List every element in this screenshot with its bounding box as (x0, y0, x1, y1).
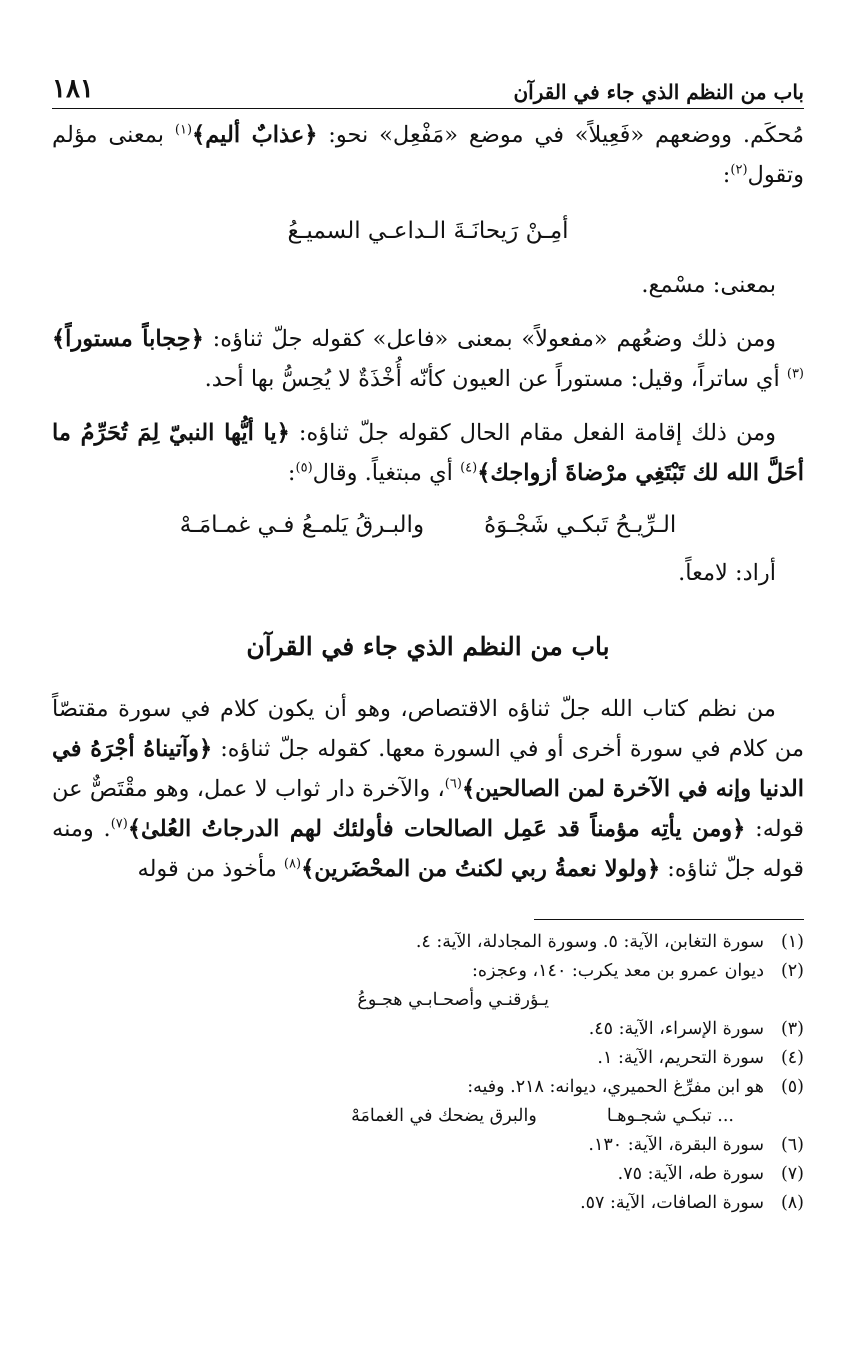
quran-quote: ﴿ولولا نعمةُ ربي لكنتُ من المحْضَرين﴾ (301, 856, 661, 882)
footnote-text: سورة البقرة، الآية: ١٣٠. (588, 1135, 764, 1155)
book-page (52, 70, 804, 1218)
footnote-ref: (٨) (283, 856, 302, 872)
footnote-text: سورة التحريم، الآية: ١. (597, 1048, 764, 1068)
footnote-text: سورة التغابن، الآية: ٥. وسورة المجادلة، الآية: ٤. (415, 932, 764, 952)
footnote-number: (٥) (780, 1077, 804, 1097)
text: : (722, 162, 731, 188)
text: : (287, 460, 296, 486)
footnote (52, 1044, 804, 1073)
footnote (52, 1015, 804, 1044)
text: ، والآخرة دار ثواب لا عمل، وهو مقْتَصٌّ عن قوله: (52, 776, 804, 842)
paragraph-1 (52, 115, 804, 195)
footnote-number: (٨) (780, 1193, 804, 1213)
section-heading: باب من النظم الذي جاء في القرآن (246, 632, 610, 661)
main-text (52, 115, 804, 889)
footnote-text: هو ابن مفرِّغ الحميري، ديوانه: ٢١٨. وفيه: (467, 1077, 764, 1097)
text: أي مبتغياً. وقال (312, 460, 461, 486)
footnote-verse-first: ... تبكـي شجـوهـا (606, 1106, 734, 1126)
footnote-number: (٤) (780, 1048, 804, 1068)
footnote-ref: (٥) (295, 460, 313, 476)
footnote-number: (٦) (780, 1135, 804, 1155)
footnote-divider (534, 919, 804, 920)
footnote-ref: (٤) (460, 460, 478, 476)
footnote-ref: (٧) (110, 816, 128, 832)
footnote-number: (٣) (780, 1019, 804, 1039)
footnote (52, 1073, 804, 1102)
footnote-verse-second: والبرق يضحك في الغمامَهْ (351, 1106, 537, 1126)
running-head (52, 70, 804, 109)
text: مأخوذ من قوله (137, 856, 284, 882)
footnote (52, 957, 804, 986)
text: ومن ذلك وضعُهم «مفعولاً» بمعنى «فاعل» كقوله جلّ ثناؤه: (203, 326, 777, 352)
footnote-verse (52, 1102, 804, 1131)
running-head-title: باب من النظم الذي جاء في القرآن (513, 80, 804, 104)
page-number: ١٨١ (52, 74, 94, 104)
footnote-text: سورة الصافات، الآية: ٥٧. (580, 1193, 764, 1213)
footnote-text: يـؤرقنـي وأصحـابـي هجـوعُ (357, 990, 549, 1010)
paragraph-5: أراد: لامعاً. (678, 560, 776, 586)
verse-second-hemistich: والبـرقُ يَلمـعُ فـي غمـامَـهْ (179, 512, 425, 538)
footnote-ref: (٣) (786, 366, 804, 382)
quran-quote: ﴿حِجاباً مستوراً﴾ (52, 326, 204, 352)
footnote-ref: (١) (174, 122, 193, 138)
footnote-text: سورة الإسراء، الآية: ٤٥. (588, 1019, 764, 1039)
quran-quote: ﴿ومن يأتِه مؤمناً قد عَمِل الصالحات فأولئك لهم الدرجاتُ العُلىٰ﴾ (127, 816, 746, 842)
poetry-verse-2 (52, 505, 804, 545)
paragraph-3 (52, 319, 804, 399)
footnote (52, 1131, 804, 1160)
footnote-number: (١) (780, 932, 804, 952)
footnote-number: (٢) (780, 961, 804, 981)
text: من نظم كتاب الله جلّ ثناؤه الاقتصاص، وهو أن يكون كلام في سورة مقتصّاً من كلام في سورة أخرى أو في السورة معها. كقوله جلّ ثناؤه: (52, 696, 804, 762)
text: مُحكَم. ووضعهم «فَعِيلاً» في موضع «مَفْعِل» نحو: (317, 122, 804, 148)
quran-quote: ﴿عذابٌ أليم﴾ (192, 122, 318, 148)
text: بمعنى مؤلم وتقول (52, 122, 804, 188)
footnote-ref: (٢) (730, 162, 748, 178)
footnote (52, 1189, 804, 1218)
footnote-ref: (٦) (444, 776, 462, 792)
footnote-number: (٧) (780, 1164, 804, 1184)
text: . ومنه قوله جلّ ثناؤه: (52, 816, 804, 882)
footnote-text: ديوان عمرو بن معد يكرب: ١٤٠، وعجزه: (472, 961, 764, 981)
text: ومن ذلك إقامة الفعل مقام الحال كقوله جلّ ثناؤه: (289, 420, 776, 446)
poetry-verse-1: أمِـنْ رَيحانَـةَ الـداعـي السميـعُ (287, 218, 569, 244)
paragraph-4 (52, 413, 804, 493)
footnote-text: سورة طه، الآية: ٧٥. (617, 1164, 764, 1184)
quran-quote: ﴿يا أيُّها النبيّ لِمَ تُحَرِّمُ ما أحَلَّ الله لك تَبْتَغِي مرْضاةَ أزواجك﴾ (52, 420, 804, 486)
paragraph-6 (52, 689, 804, 889)
footnote (52, 1160, 804, 1189)
verse-first-hemistich: الـرِّيـحُ تَبكـي شَجْـوَهُ (484, 512, 677, 538)
footnote-verse (52, 986, 804, 1015)
text: أي ساتراً، وقيل: مستوراً عن العيون كأنّه أُخْذَةٌ لا يُحِسُّ بها أحد. (204, 366, 787, 392)
paragraph-2: بمعنى: مسْمع. (641, 272, 776, 298)
footnotes (52, 928, 804, 1218)
quran-quote: ﴿وآتيناهُ أجْرَهُ في الدنيا وإنه في الآخرة لمن الصالحين﴾ (52, 736, 804, 802)
footnote (52, 928, 804, 957)
